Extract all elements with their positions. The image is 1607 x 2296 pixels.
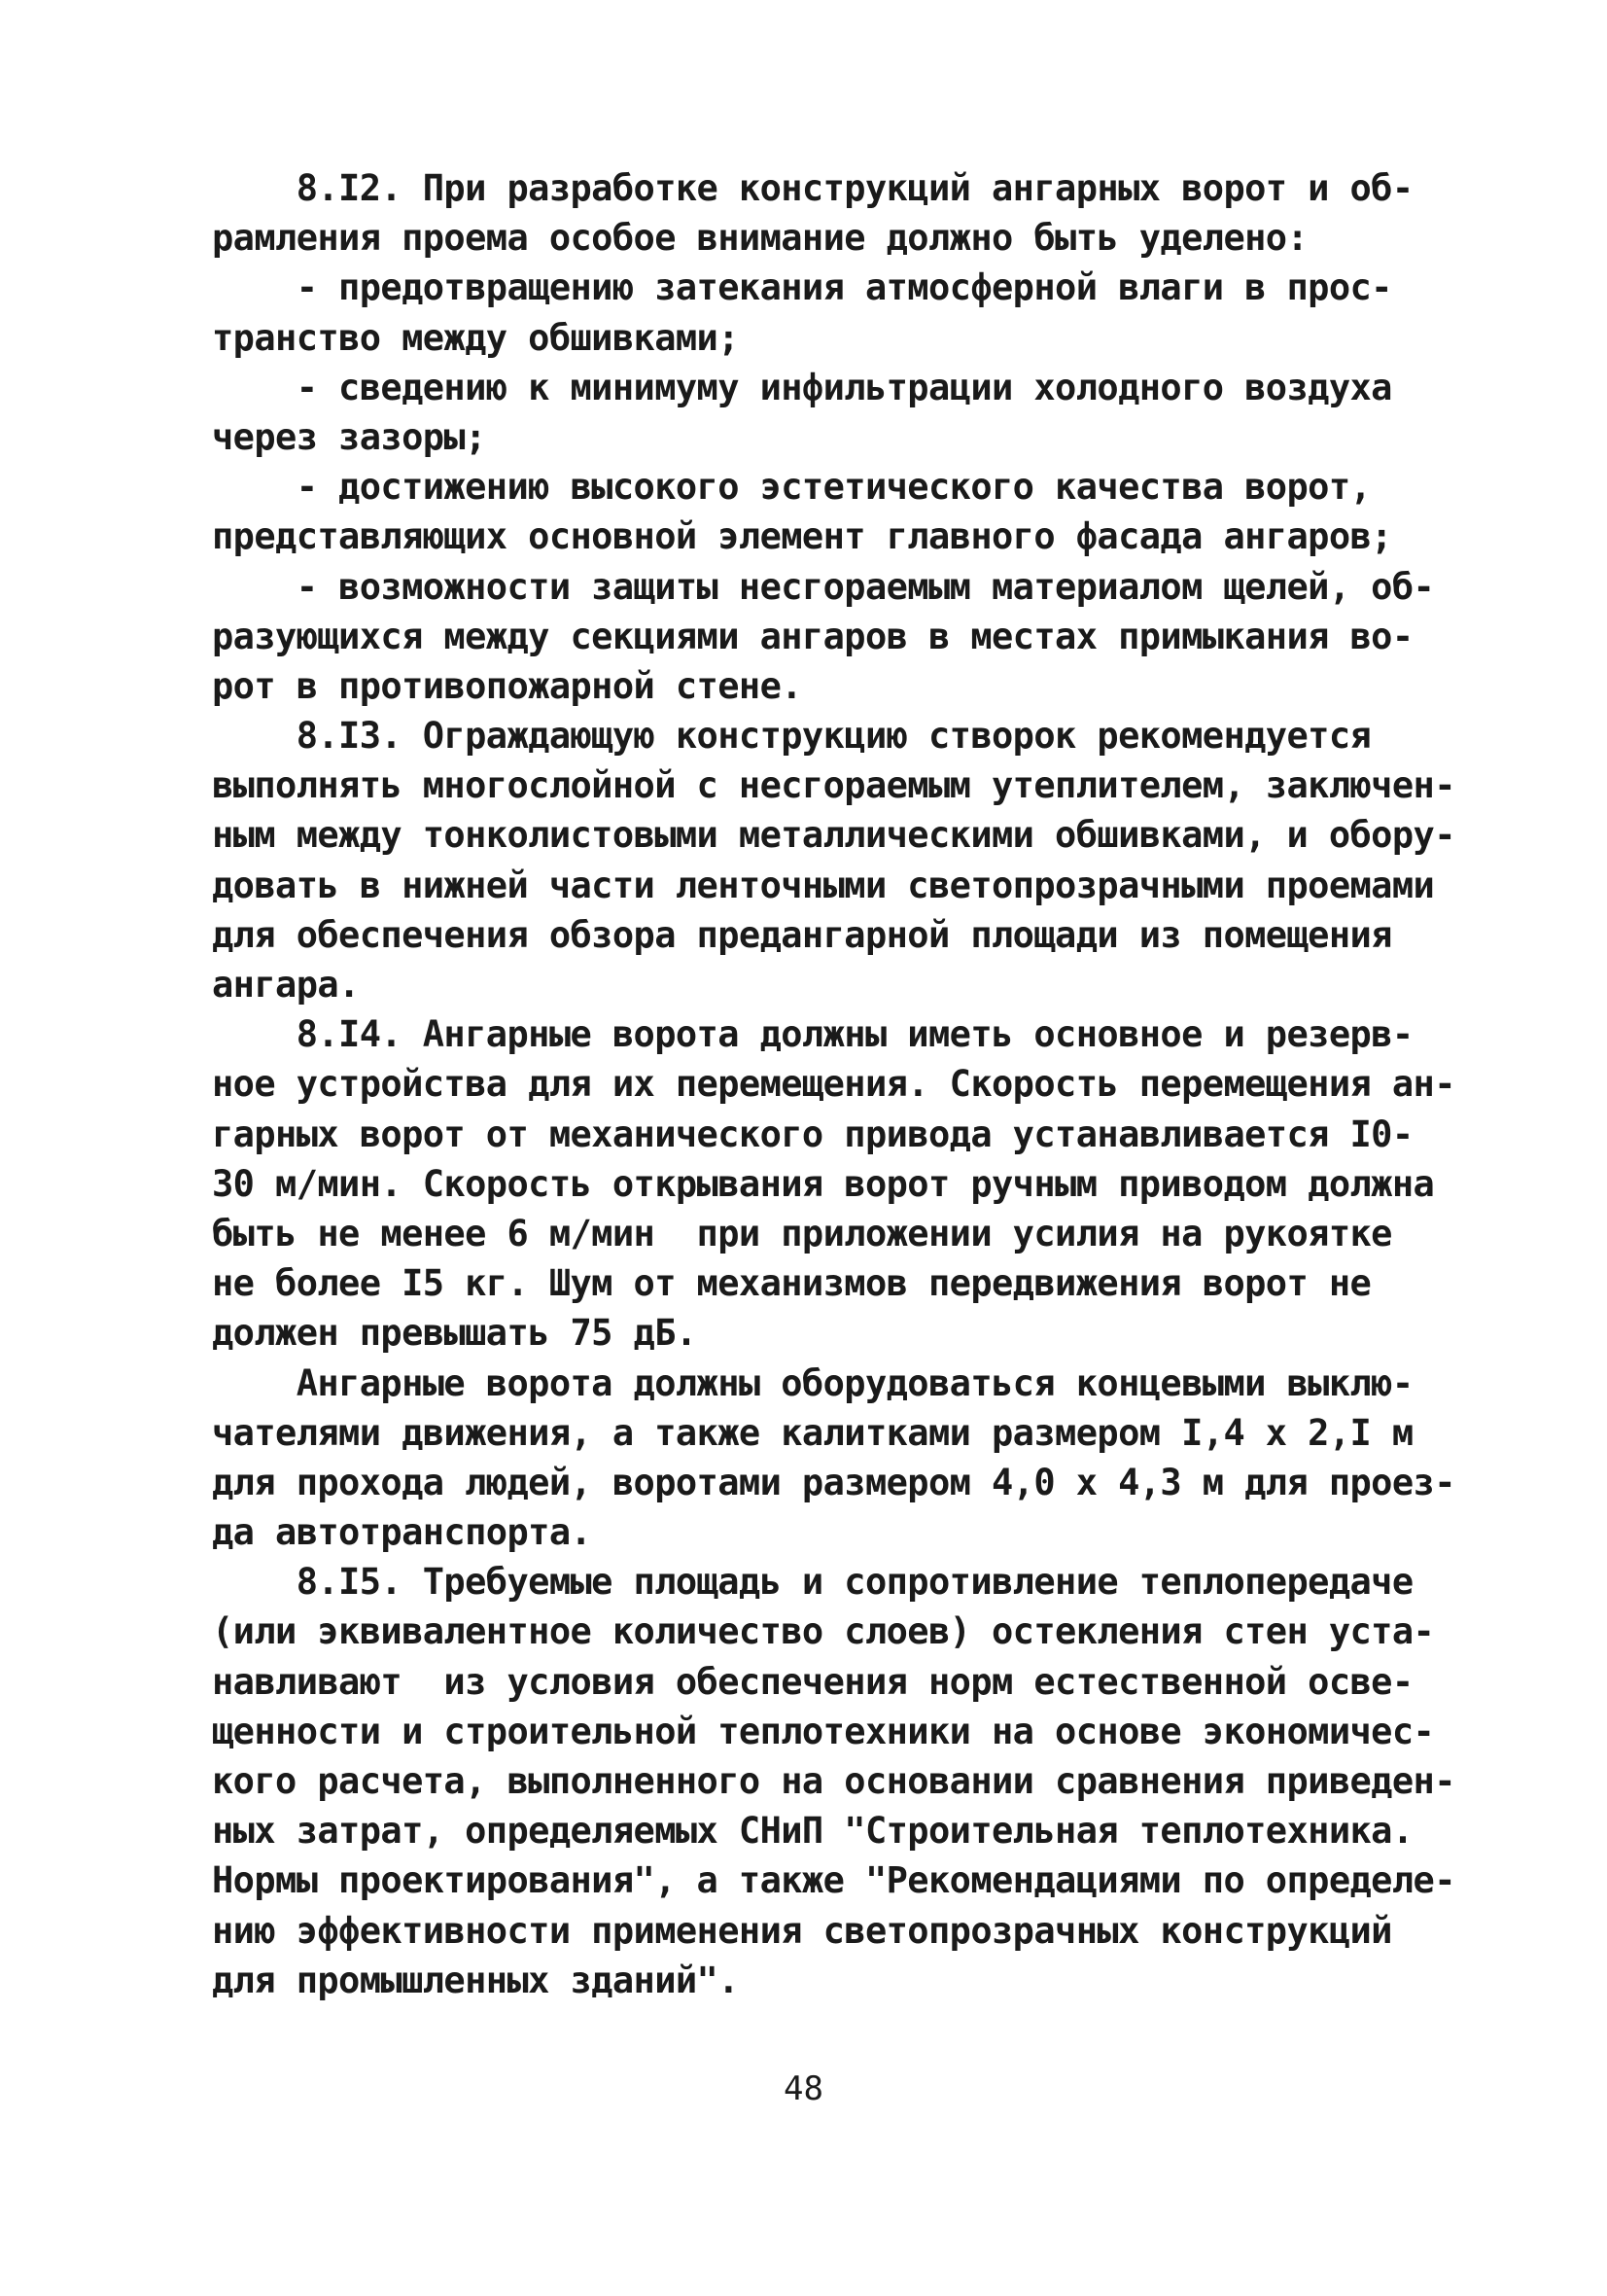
text-line: (или эквивалентное количество слоев) остекления стен уста- <box>212 1610 1435 1653</box>
text-line: ангара. <box>212 964 360 1006</box>
text-line: Ангарные ворота должны оборудоваться концевыми выклю- <box>212 1361 1414 1404</box>
body-text <box>212 163 1455 2005</box>
text-line: ных затрат, определяемых СНиП "Строительная теплотехника. <box>212 1810 1414 1853</box>
text-line: кого расчета, выполненного на основании сравнения приведен- <box>212 1760 1455 1802</box>
text-line: ное устройства для их перемещения. Скорость перемещения ан- <box>212 1063 1455 1106</box>
text-line: довать в нижней части ленточными светопрозрачными проемами <box>212 864 1435 906</box>
text-line: гарных ворот от механического привода устанавливается I0- <box>212 1113 1414 1155</box>
text-line: 30 м/мин. Скорость открывания ворот ручным приводом должна <box>212 1162 1435 1205</box>
text-line: 8.I5. Требуемые площадь и сопротивление теплопередаче <box>212 1561 1414 1604</box>
text-line: 8.I4. Ангарные ворота должны иметь основное и резерв- <box>212 1013 1414 1056</box>
text-line: - достижению высокого эстетического качества ворот, <box>212 466 1372 509</box>
text-line: выполнять многослойной с несгораемым утеплителем, заключен- <box>212 764 1455 807</box>
text-line: разующихся между секциями ангаров в местах примыкания во- <box>212 615 1414 657</box>
text-line: представляющих основной элемент главного фасада ангаров; <box>212 515 1392 558</box>
text-line: для обеспечения обзора предангарной площади из помещения <box>212 913 1392 956</box>
text-line: не более I5 кг. Шум от механизмов передвижения ворот не <box>212 1262 1372 1305</box>
text-line: 8.I3. Ограждающую конструкцию створок рекомендуется <box>212 715 1372 758</box>
page-number: 48 <box>784 2069 823 2108</box>
text-line: через зазоры; <box>212 415 486 458</box>
text-line: 8.I2. При разработке конструкций ангарных ворот и об- <box>212 167 1414 209</box>
text-line: для прохода людей, воротами размером 4,0 х 4,3 м для проез- <box>212 1461 1455 1503</box>
text-line: - предотвращению затекания атмосферной влаги в прос- <box>212 266 1392 309</box>
text-line: - сведению к минимуму инфильтрации холодного воздуха <box>212 366 1392 408</box>
text-line: чателями движения, а также калитками размером I,4 х 2,I м <box>212 1411 1414 1454</box>
text-line: быть не менее 6 м/мин при приложении усилия на рукоятке <box>212 1212 1392 1254</box>
text-line: щенности и строительной теплотехники на основе экономичес- <box>212 1710 1435 1752</box>
text-line: нию эффективности применения светопрозрачных конструкций <box>212 1909 1392 1952</box>
text-line: да автотранспорта. <box>212 1511 592 1554</box>
text-line: ным между тонколистовыми металлическими обшивками, и обору- <box>212 814 1455 857</box>
text-line: транство между обшивками; <box>212 316 739 359</box>
text-line: Нормы проектирования", а также "Рекомендациями по определе- <box>212 1859 1455 1902</box>
text-line: рамления проема особое внимание должно быть уделено: <box>212 217 1309 260</box>
text-line: - возможности защиты несгораемым материалом щелей, об- <box>212 565 1435 608</box>
text-line: должен превышать 75 дБ. <box>212 1312 697 1355</box>
text-line: для промышленных зданий". <box>212 1959 739 2001</box>
text-line: рот в противопожарной стене. <box>212 664 802 707</box>
text-line: навливают из условия обеспечения норм естественной осве- <box>212 1660 1414 1703</box>
